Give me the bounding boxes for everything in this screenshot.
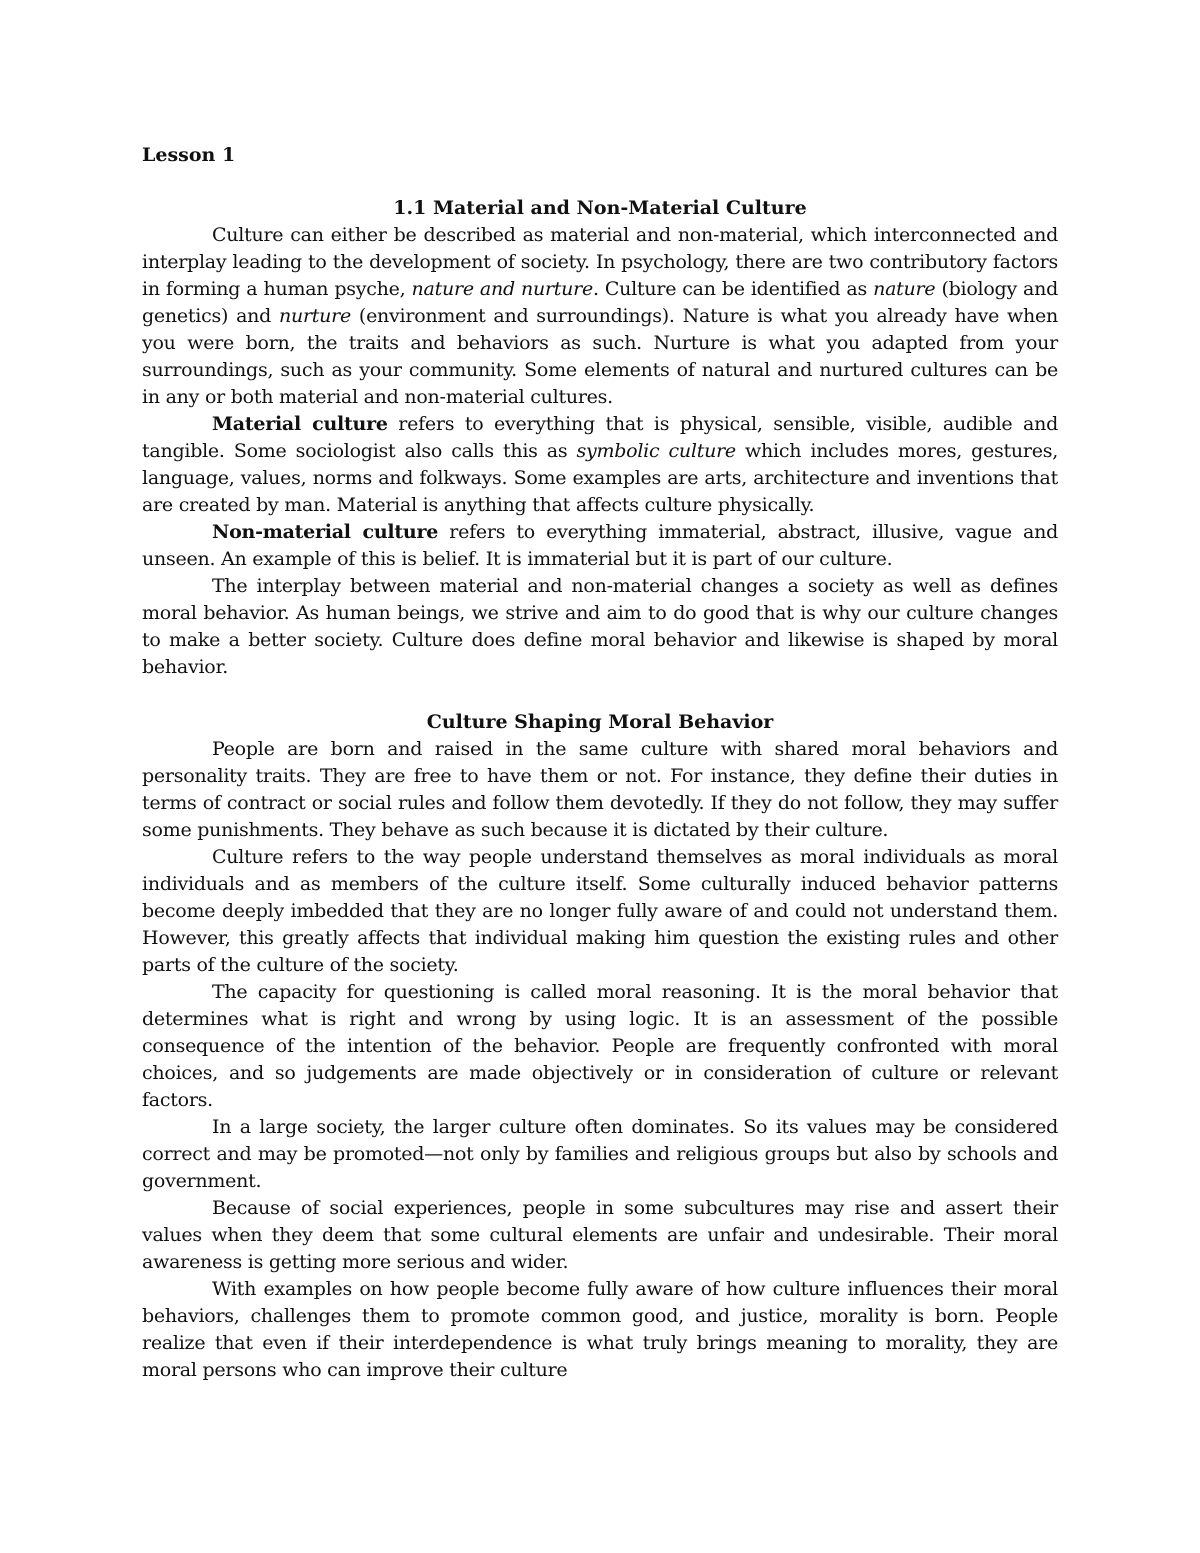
text-run: (biology and genetics) and <box>142 278 1059 327</box>
paragraph: People are born and raised in the same culture with shared moral behaviors and personality traits. They are free to have them or not. For instance, they define their duties in terms of contract or social rules and follow them devotedly. If they do not follow, they may suffer some punishments. They behave as such because it is dictated by their culture. <box>142 738 1058 841</box>
paragraph-non-material-culture <box>142 519 1058 573</box>
paragraph: The capacity for questioning is called moral reasoning. It is the moral behavior that determines what is right and wrong by using logic. It is an assessment of the possible consequence of the intention of the behavior. People are frequently confronted with moral choices, and so judgements are made objectively or in consideration of culture or relevant factors. <box>142 981 1058 1111</box>
text-run: which includes mores, gestures, language, values, norms and folkways. Some examples are arts, architecture and inventions that are created by man. Material is anything that affects culture physically. <box>142 440 1058 516</box>
document-page <box>142 142 1058 1384</box>
paragraph: Because of social experiences, people in some subcultures may rise and assert their values when they deem that some cultural elements are unfair and undesirable. Their moral awareness is getting more serious and wider. <box>142 1197 1058 1273</box>
text-run: . Culture can be identified as <box>593 278 874 300</box>
paragraph-interplay: The interplay between material and non-material changes a society as well as defines moral behavior. As human beings, we strive and aim to do good that is why our culture changes to make a better society. Culture does define moral behavior and likewise is shaped by moral behavior. <box>142 575 1058 678</box>
italic-term-symbolic-culture: symbolic culture <box>576 440 736 462</box>
text-run: Culture can either be described as material and non-material, which interconnected and interplay leading to the development of society. In psychology, there are two contributory factors in forming a human psyche, <box>142 224 1058 300</box>
paragraph: In a large society, the larger culture often dominates. So its values may be considered correct and may be promoted—not only by families and religious groups but also by schools and government. <box>142 1116 1058 1192</box>
section-heading-material-culture: 1.1 Material and Non-Material Culture <box>393 197 807 219</box>
paragraph: Culture refers to the way people understand themselves as moral individuals as moral individuals and as members of the culture itself. Some culturally induced behavior patterns become deeply imbedded that they are no longer fully aware of and could not understand them. However, this greatly affects that individual making him question the existing rules and other parts of the culture of the society. <box>142 846 1058 976</box>
italic-term-nurture: nurture <box>278 305 351 327</box>
section-heading-culture-shaping-moral-behavior: Culture Shaping Moral Behavior <box>426 711 774 733</box>
italic-term-nature: nature <box>873 278 936 300</box>
bold-term-material-culture: Material culture <box>212 413 388 435</box>
text-run: refers to everything immaterial, abstract, illusive, vague and unseen. An example of this is belief. It is immaterial but it is part of our culture. <box>142 521 1059 570</box>
bold-term-non-material-culture: Non-material culture <box>212 521 439 543</box>
paragraph-material-culture <box>142 411 1058 519</box>
paragraph-culture-intro <box>142 222 1058 411</box>
paragraph: With examples on how people become fully aware of how culture influences their moral behaviors, challenges them to promote common good, and justice, morality is born. People realize that even if their interdependence is what truly brings meaning to morality, they are moral persons who can improve their culture <box>142 1278 1058 1381</box>
lesson-title: Lesson 1 <box>142 144 236 166</box>
text-run: (environment and surroundings). Nature is what you already have when you were born, the traits and behaviors as such. Nurture is what you adapted from your surroundings, such as your community. Some elements of natural and nurtured cultures can be in any or both material and non-material cultures. <box>142 305 1058 408</box>
text-run: refers to everything that is physical, sensible, visible, audible and tangible. Some sociologist also calls this as <box>142 413 1058 462</box>
italic-term-nature-and-nurture: nature and nurture <box>411 278 593 300</box>
